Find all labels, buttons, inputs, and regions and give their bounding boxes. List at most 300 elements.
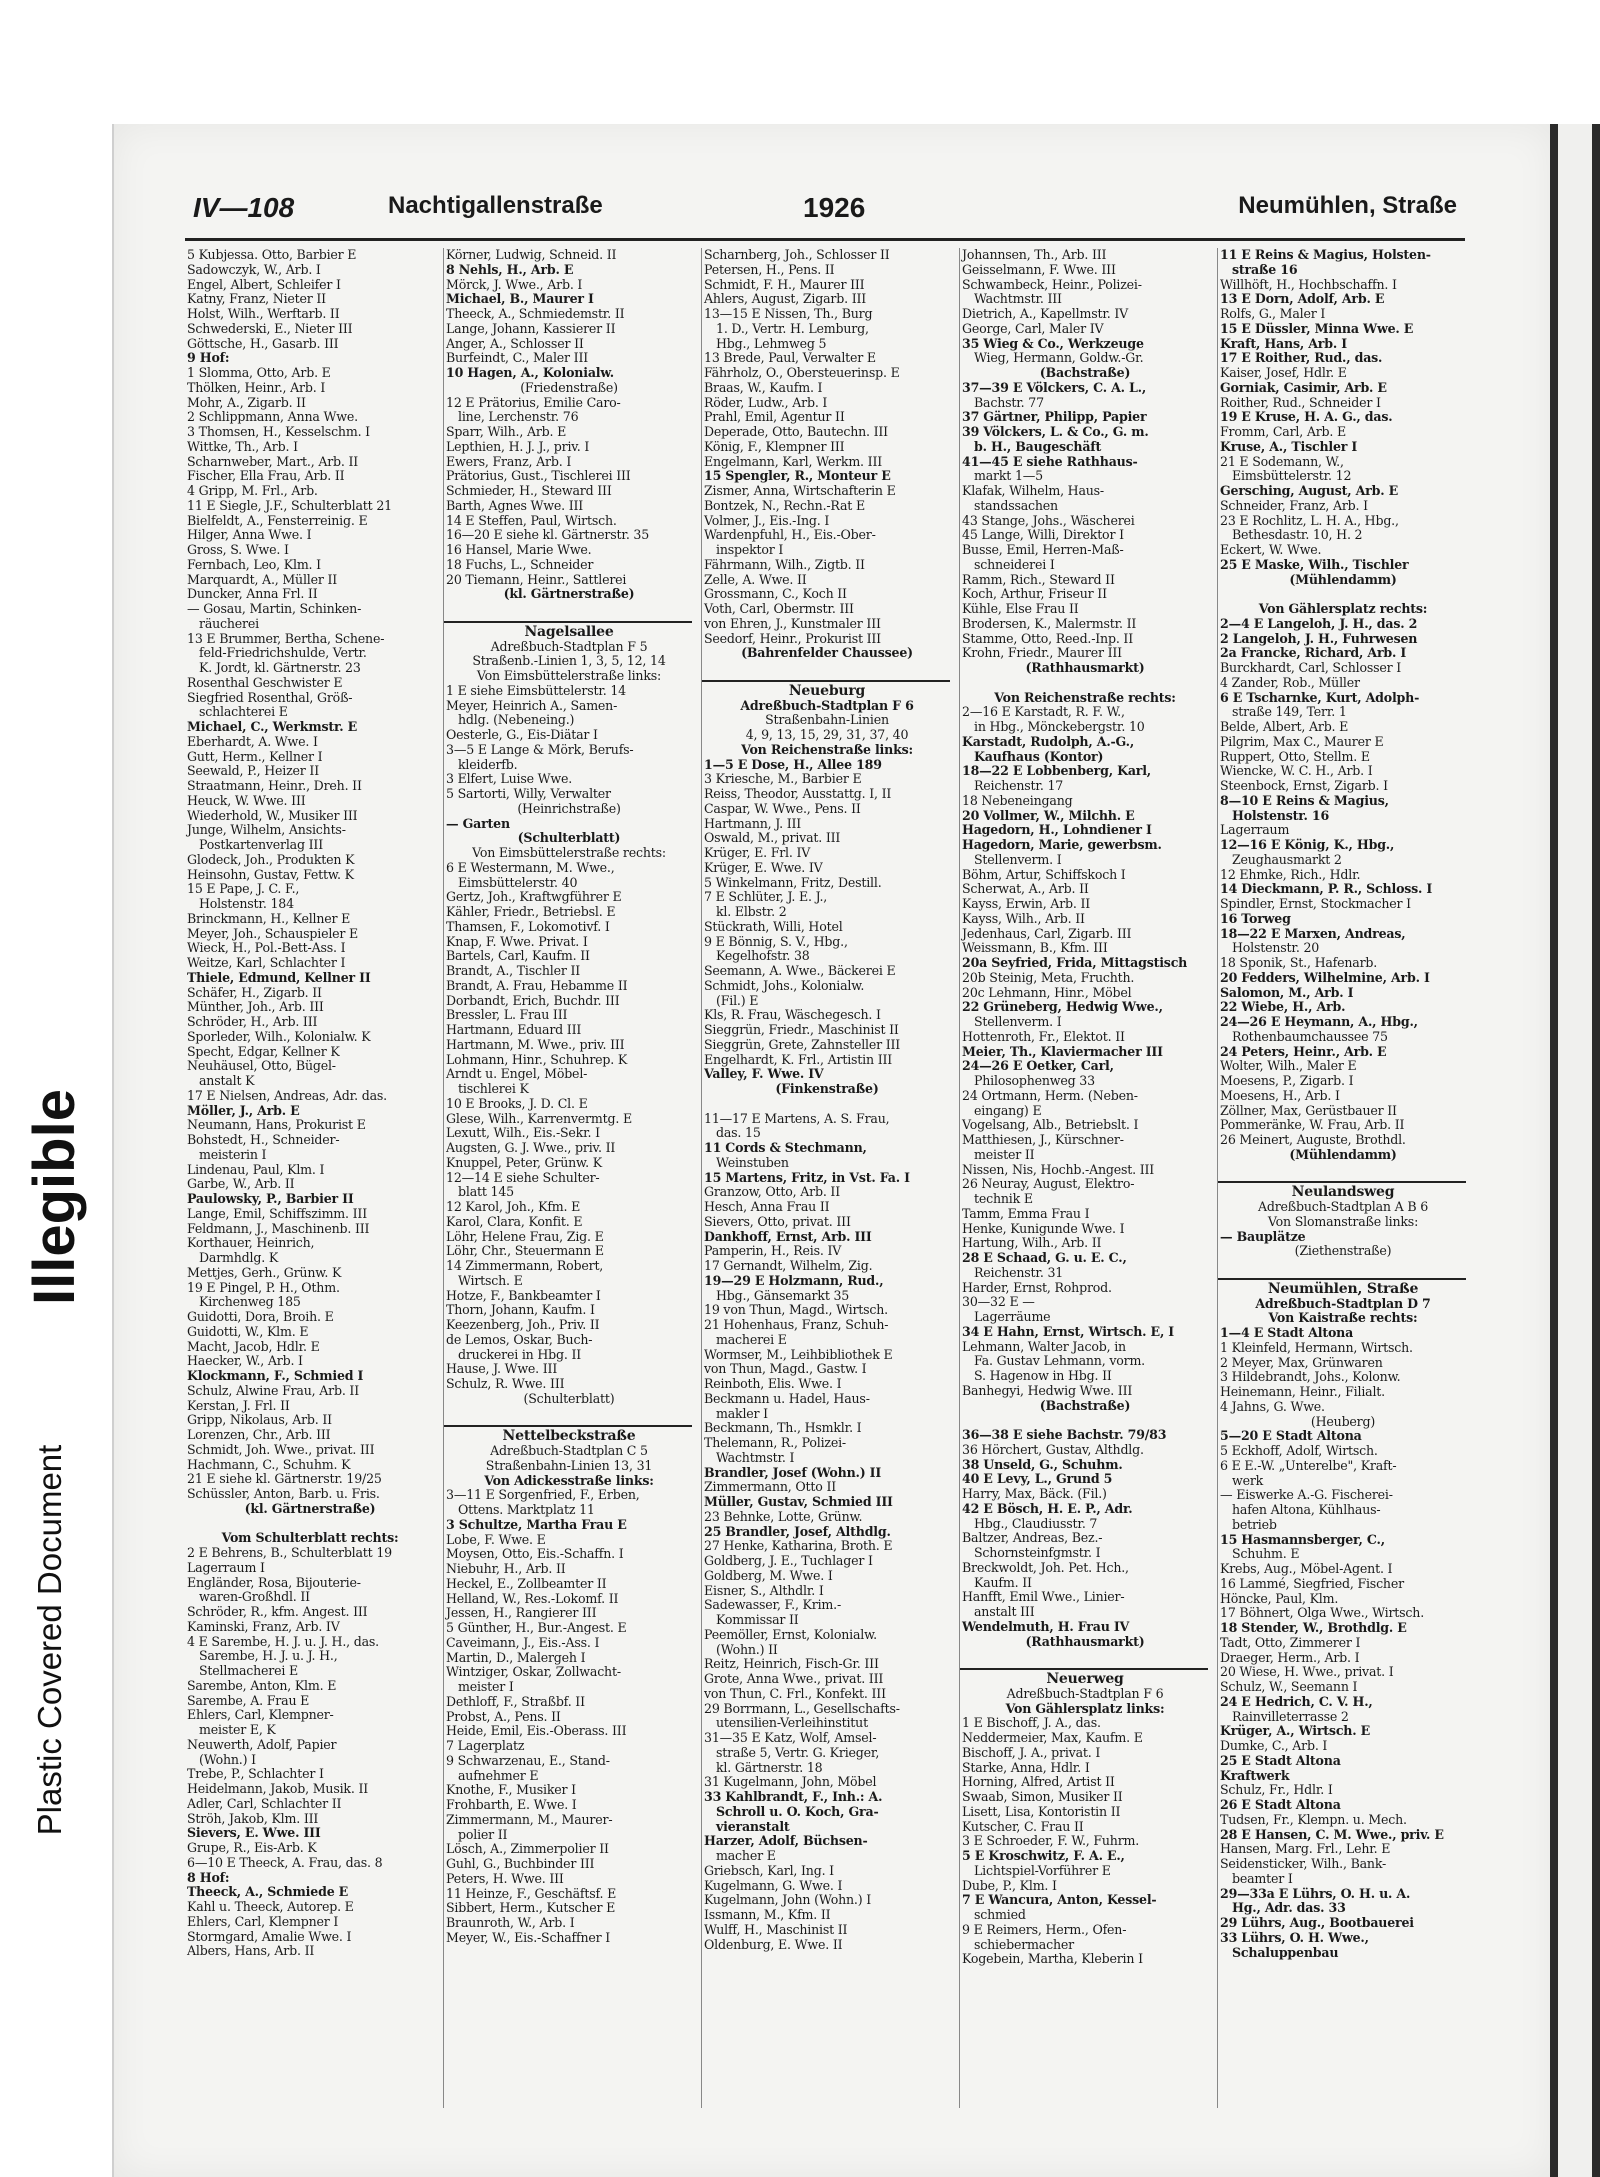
directory-entry: Petersen, H., Pens. II bbox=[704, 262, 835, 277]
directory-entry: Schroll u. O. Koch, Gra- bbox=[716, 1804, 879, 1819]
directory-entry: 29 Borrmann, L., Gesellschafts- bbox=[704, 1701, 900, 1716]
directory-entry: Fromm, Carl, Arb. E bbox=[1220, 425, 1347, 439]
directory-entry: von Ehren, J., Kunstmaler III bbox=[704, 616, 881, 631]
directory-entry: Glodeck, Joh., Produkten K bbox=[187, 852, 355, 867]
directory-entry: 19 von Thun, Magd., Wirtsch. bbox=[704, 1303, 888, 1318]
directory-entry: in Hbg., Mönckebergstr. 10 bbox=[974, 720, 1145, 734]
directory-entry: Scharnweber, Mart., Arb. II bbox=[187, 454, 359, 469]
directory-entry: Weissmann, B., Kfm. III bbox=[962, 941, 1108, 956]
directory-entry: Siegfried Rosenthal, Größ- bbox=[187, 690, 353, 705]
directory-entry: anstalt K bbox=[199, 1074, 255, 1088]
directory-entry: Vogelsang, Alb., Betriebslt. I bbox=[962, 1118, 1139, 1133]
directory-entry: 6 E Tscharnke, Kurt, Adolph- bbox=[1220, 690, 1420, 705]
directory-entry: 3—5 E Lange & Mörk, Berufs- bbox=[446, 742, 634, 757]
plastic-document-label: Plastic Covered Document bbox=[31, 1444, 68, 1836]
directory-entry: schmied bbox=[974, 1908, 1026, 1922]
directory-entry: 3 Hildebrandt, Johs., Kolonw. bbox=[1220, 1370, 1401, 1385]
directory-entry: Böhm, Artur, Schiffskoch I bbox=[962, 867, 1126, 882]
directory-entry: 25 Brandler, Josef, Althdlg. bbox=[704, 1524, 891, 1539]
directory-entry: Granzow, Otto, Arb. II bbox=[704, 1185, 840, 1200]
directory-entry: Schröder, H., Arb. III bbox=[187, 1015, 318, 1029]
directory-entry: 17 Böhnert, Olga Wwe., Wirtsch. bbox=[1220, 1606, 1425, 1621]
directory-entry: Reitz, Heinrich, Fisch-Gr. III bbox=[704, 1657, 879, 1672]
directory-entry: 18 Sponik, St., Hafenarb. bbox=[1220, 956, 1378, 970]
directory-entry: Neddermeier, Max, Kaufm. E bbox=[962, 1731, 1143, 1745]
directory-entry: Grupe, R., Eis-Arb. K bbox=[187, 1841, 317, 1855]
directory-entry: Kayss, Erwin, Arb. II bbox=[962, 897, 1091, 911]
directory-entry: Dube, P., Klm. I bbox=[962, 1878, 1057, 1893]
directory-entry: Ahlers, August, Zigarb. III bbox=[704, 292, 867, 307]
directory-entry: 8 Hof: bbox=[187, 1870, 230, 1885]
directory-entry: 1 Slomma, Otto, Arb. E bbox=[187, 366, 331, 380]
directory-entry: Wachtmstr. I bbox=[716, 1450, 795, 1465]
street-heading: Neuerweg bbox=[960, 1668, 1208, 1687]
directory-entry: 25 E Maske, Wilh., Tischler bbox=[1220, 557, 1409, 572]
directory-entry bbox=[960, 1413, 1208, 1428]
directory-entry: Sibbert, Herm., Kutscher E bbox=[446, 1901, 616, 1916]
directory-entry: Tadt, Otto, Zimmerer I bbox=[1220, 1635, 1361, 1650]
directory-entry: 4 Jahns, G. Wwe. bbox=[1220, 1399, 1325, 1414]
directory-entry: Rolfs, G., Maler I bbox=[1220, 307, 1326, 321]
directory-entry: (Ziethenstraße) bbox=[1294, 1244, 1392, 1259]
directory-entry: Höncke, Paul, Klm. bbox=[1220, 1591, 1339, 1606]
directory-entry: Willhöft, H., Hochbschaffn. I bbox=[1220, 277, 1397, 292]
directory-entry: Lagerraum I bbox=[187, 1560, 265, 1575]
directory-entry: — Eiswerke A.-G. Fischerei- bbox=[1220, 1488, 1393, 1503]
directory-entry: 26 E Stadt Altona bbox=[1220, 1798, 1341, 1812]
directory-entry: 35 Wieg & Co., Werkzeuge bbox=[962, 336, 1144, 351]
directory-entry: druckerei in Hbg. II bbox=[458, 1347, 582, 1362]
directory-entry: Lagerräume bbox=[974, 1310, 1051, 1324]
directory-entry: meister E, K bbox=[199, 1723, 276, 1737]
directory-entry: 3—11 E Sorgenfried, F., Erben, bbox=[446, 1488, 640, 1503]
directory-entry: Wiederhold, W., Musiker III bbox=[187, 808, 358, 823]
directory-entry: 31 Kugelmann, John, Möbel bbox=[704, 1775, 877, 1790]
directory-entry: Anger, A., Schlosser II bbox=[446, 336, 584, 351]
directory-entry: (Friedenstraße) bbox=[520, 380, 618, 395]
directory-entry: Prätorius, Gust., Tischlerei III bbox=[446, 469, 631, 484]
directory-entry: Wormser, M., Leihbibliothek E bbox=[704, 1347, 893, 1362]
directory-entry: Dietrich, A., Kapellmstr. IV bbox=[962, 307, 1129, 321]
directory-entry: Löhr, Chr., Steuermann E bbox=[446, 1244, 604, 1259]
directory-entry: Schwederski, E., Nieter III bbox=[187, 321, 353, 336]
directory-entry: 3 Schultze, Martha Frau E bbox=[446, 1517, 627, 1532]
directory-entry: Hilger, Anna Wwe. I bbox=[187, 528, 312, 543]
directory-entry: Gutt, Herm., Kellner I bbox=[187, 749, 323, 764]
directory-entry: Stückrath, Willi, Hotel bbox=[704, 919, 843, 934]
directory-entry: Breckwoldt, Joh. Pet. Hch., bbox=[962, 1560, 1129, 1575]
directory-entry: 41—45 E siehe Rathhaus- bbox=[962, 454, 1138, 469]
directory-entry: — Garten bbox=[446, 816, 510, 831]
directory-entry: 17 E Roither, Rud., das. bbox=[1220, 351, 1383, 366]
directory-entry: Fährmann, Wilh., Zigtb. II bbox=[704, 557, 865, 572]
directory-entry: Hottenroth, Fr., Elektot. II bbox=[962, 1029, 1125, 1044]
directory-entry: Zismer, Anna, Wirtschafterin E bbox=[704, 484, 896, 498]
directory-entry: 19 E Pingel, P. H., Othm. bbox=[187, 1280, 340, 1295]
directory-entry: Neuhäusel, Otto, Bügel- bbox=[187, 1059, 336, 1074]
directory-entry: markt 1—5 bbox=[974, 469, 1043, 484]
directory-entry: 9 E Reimers, Herm., Ofen- bbox=[962, 1922, 1127, 1937]
directory-entry: 12—16 E König, K., Hbg., bbox=[1220, 838, 1395, 852]
directory-entry: Goldberg, J. E., Tuchlager I bbox=[704, 1554, 873, 1568]
directory-entry: Engelhardt, K. Frl., Artistin III bbox=[704, 1052, 893, 1067]
directory-entry bbox=[960, 676, 1208, 691]
directory-entry: 10 E Brooks, J. D. Cl. E bbox=[446, 1096, 588, 1111]
directory-entry: Thölken, Heinr., Arb. I bbox=[187, 380, 326, 395]
directory-entry: eingang) E bbox=[974, 1103, 1042, 1118]
directory-entry: Sarembe, A. Frau E bbox=[187, 1693, 310, 1708]
directory-entry: 18 Stender, W., Brothdlg. E bbox=[1220, 1621, 1407, 1635]
directory-entry: (Mühlendamm) bbox=[1289, 572, 1397, 587]
directory-entry: Zeughausmarkt 2 bbox=[1232, 852, 1342, 867]
directory-entry: Von Reichenstraße rechts: bbox=[994, 690, 1176, 705]
directory-entry: 3 Thomsen, H., Kesselschm. I bbox=[187, 425, 370, 439]
directory-entry: Knap, F. Wwe. Privat. I bbox=[446, 934, 588, 949]
directory-entry: betrieb bbox=[1232, 1517, 1277, 1532]
directory-entry: Niebuhr, H., Arb. II bbox=[446, 1562, 566, 1576]
column-1 bbox=[185, 248, 433, 2108]
directory-entry: 11 E Siegle, J.F., Schulterblatt 21 bbox=[187, 498, 392, 513]
directory-entry: Krüger, E. Wwe. IV bbox=[704, 860, 823, 875]
directory-entry: Meyer, Heinrich A., Samen- bbox=[446, 698, 618, 713]
directory-entry: 37—39 E Völckers, C. A. L., bbox=[962, 380, 1147, 395]
directory-entry: Karol, Clara, Konfit. E bbox=[446, 1214, 583, 1229]
directory-entry: 24 Ortmann, Herm. (Neben- bbox=[962, 1088, 1138, 1103]
directory-entry: Oesterle, G., Eis-Diätar I bbox=[446, 728, 598, 742]
directory-entry: Lindenau, Paul, Klm. I bbox=[187, 1162, 325, 1177]
directory-entry: S. Hagenow in Hbg. II bbox=[974, 1369, 1112, 1383]
directory-entry: Probst, A., Pens. II bbox=[446, 1709, 561, 1724]
directory-entry: Schulz, Alwine Frau, Arb. II bbox=[187, 1383, 359, 1398]
directory-entry: Weinstuben bbox=[716, 1155, 789, 1170]
directory-entry: Brandler, Josef (Wohn.) II bbox=[704, 1465, 882, 1480]
side-labels bbox=[0, 0, 110, 2177]
directory-entry: Beckmann, Th., Hsmklr. I bbox=[704, 1421, 862, 1436]
directory-entry: 6 E Westermann, M. Wwe., bbox=[446, 860, 615, 875]
directory-entry: Steenbock, Ernst, Zigarb. I bbox=[1220, 779, 1388, 793]
directory-entry: 4, 9, 13, 15, 29, 31, 37, 40 bbox=[745, 728, 909, 742]
directory-entry: 1 E Bischoff, J. A., das. bbox=[962, 1716, 1101, 1731]
directory-entry: Schulz, W., Seemann I bbox=[1220, 1680, 1358, 1694]
directory-entry: Tudsen, Fr., Klempn. u. Mech. bbox=[1220, 1812, 1407, 1827]
directory-entry: Spindler, Ernst, Stockmacher I bbox=[1220, 897, 1411, 911]
directory-entry: 3 Kriesche, M., Barbier E bbox=[704, 772, 862, 787]
directory-entry: Theeck, A., Schmiede E bbox=[187, 1885, 349, 1900]
directory-entry: Griebsch, Karl, Ing. I bbox=[704, 1863, 834, 1878]
street-heading: Neueburg bbox=[702, 680, 950, 699]
directory-entry: Braunroth, W., Arb. I bbox=[446, 1916, 575, 1930]
directory-entry: Valley, F. Wwe. IV bbox=[704, 1067, 824, 1082]
directory-entry: Dorbandt, Erich, Buchdr. III bbox=[446, 993, 620, 1008]
directory-entry: Müller, Gustav, Schmied III bbox=[704, 1495, 893, 1509]
directory-entry: 6—10 E Theeck, A. Frau, das. 8 bbox=[187, 1855, 383, 1870]
directory-entry: Kogebein, Martha, Kleberin I bbox=[962, 1952, 1143, 1967]
directory-entry: Lehmann, Walter Jacob, in bbox=[962, 1339, 1126, 1354]
directory-entry: 8—10 E Reins & Magius, bbox=[1220, 793, 1389, 808]
directory-entry: 2—16 E Karstadt, R. F. W., bbox=[962, 705, 1125, 720]
directory-entry: Rosenthal Geschwister E bbox=[187, 675, 343, 690]
directory-entry: Belde, Albert, Arb. E bbox=[1220, 720, 1349, 734]
directory-entry: Oswald, M., privat. III bbox=[704, 831, 841, 846]
directory-entry: Grote, Anna Wwe., privat. III bbox=[704, 1672, 884, 1686]
directory-entry: Krohn, Friedr., Maurer III bbox=[962, 646, 1122, 661]
directory-entry: 15 Hasmannsberger, C., bbox=[1220, 1532, 1385, 1547]
directory-entry: Straßenbahn-Linien bbox=[765, 713, 889, 728]
directory-entry bbox=[1218, 1163, 1466, 1178]
directory-entry: 18 Nebeneingang bbox=[962, 793, 1073, 808]
directory-entry: Glese, Wilh., Karrenvermtg. E bbox=[446, 1111, 632, 1126]
directory-entry: Bontzek, N., Rechn.-Rat E bbox=[704, 498, 865, 513]
directory-entry: Voth, Carl, Obermstr. III bbox=[704, 602, 854, 616]
directory-entry: Straßenbahn-Linien 13, 31 bbox=[485, 1458, 653, 1473]
directory-entry: 1. D., Vertr. H. Lemburg, bbox=[716, 321, 869, 336]
directory-entry: Lichtspiel-Vorführer E bbox=[974, 1863, 1111, 1878]
directory-entry: Ehlers, Carl, Klempner- bbox=[187, 1708, 334, 1723]
street-heading: Neumühlen, Straße bbox=[1218, 1278, 1466, 1297]
directory-entry: Lange, Emil, Schiffszimm. III bbox=[187, 1206, 367, 1221]
directory-entry: Seemann, A. Wwe., Bäckerei E bbox=[704, 964, 896, 978]
directory-entry: Korthauer, Heinrich, bbox=[187, 1236, 315, 1251]
directory-entry: Kahl u. Theeck, Autorep. E bbox=[187, 1900, 354, 1914]
directory-entry: 39 Völckers, L. & Co., G. m. bbox=[962, 425, 1149, 439]
directory-entry: 21 Hohenhaus, Franz, Schuh- bbox=[704, 1318, 889, 1332]
directory-entry: 2 Meyer, Max, Grünwaren bbox=[1220, 1355, 1383, 1370]
directory-entry: Matthiesen, J., Kürschner- bbox=[962, 1133, 1124, 1147]
directory-entry: straße 16 bbox=[1232, 262, 1298, 277]
directory-entry: Goldberg, M. Wwe. I bbox=[704, 1568, 833, 1583]
directory-entry: Von Eimsbüttelerstraße links: bbox=[476, 669, 662, 683]
column-4 bbox=[959, 248, 1208, 2108]
directory-entry: 13 E Brummer, Bertha, Schene- bbox=[187, 631, 385, 646]
directory-entry: Schuhm. E bbox=[1232, 1547, 1300, 1562]
directory-entry: (Rathhausmarkt) bbox=[1025, 1634, 1145, 1649]
directory-entry: Bartels, Carl, Kaufm. II bbox=[446, 949, 590, 964]
directory-entry: (Bachstraße) bbox=[1039, 1398, 1131, 1413]
directory-entry: 2 E Behrens, B., Schulterblatt 19 bbox=[187, 1546, 392, 1560]
directory-entry: 25 E Stadt Altona bbox=[1220, 1753, 1341, 1768]
directory-entry: 26 Meinert, Auguste, Brothdl. bbox=[1220, 1133, 1406, 1147]
directory-entry: Reichenstr. 31 bbox=[974, 1265, 1064, 1280]
directory-entry: Adreßbuch-Stadtplan F 5 bbox=[490, 639, 648, 654]
directory-entry: Meyer, Joh., Schauspieler E bbox=[187, 926, 359, 941]
directory-entry: Kraft, Hans, Arb. I bbox=[1220, 336, 1347, 351]
directory-entry: Guidotti, W., Klm. E bbox=[187, 1324, 309, 1339]
directory-entry: 45 Lange, Willi, Direktor I bbox=[962, 528, 1124, 543]
directory-entry: Macht, Jacob, Hdlr. E bbox=[187, 1339, 320, 1354]
directory-entry: Lange, Johann, Kassierer II bbox=[446, 321, 616, 336]
directory-entry: 17 Gernandt, Wilhelm, Zig. bbox=[704, 1259, 873, 1273]
directory-entry: Neuwerth, Adolf, Papier bbox=[187, 1737, 337, 1752]
directory-entry: 28 E Schaad, G. u. E. C., bbox=[962, 1251, 1127, 1265]
directory-entry: 11—17 E Martens, A. S. Frau, bbox=[704, 1111, 890, 1126]
directory-entry: 11 Cords & Stechmann, bbox=[704, 1141, 867, 1155]
directory-entry: aufnehmer E bbox=[458, 1768, 539, 1783]
directory-entry: Stellmacherei E bbox=[199, 1664, 298, 1678]
directory-entry: Frohbarth, E. Wwe. I bbox=[446, 1798, 577, 1812]
directory-entry: Engländer, Rosa, Bijouterie- bbox=[187, 1575, 361, 1590]
directory-entry: kleiderfb. bbox=[458, 757, 518, 772]
directory-entry: 11 Heinze, F., Geschäftsf. E bbox=[446, 1886, 617, 1901]
directory-entry: Jedenhaus, Carl, Zigarb. III bbox=[962, 926, 1132, 941]
directory-entry: das. 15 bbox=[716, 1126, 761, 1141]
directory-entry: Hanfft, Emil Wwe., Linier- bbox=[962, 1590, 1125, 1605]
directory-entry: meister II bbox=[974, 1147, 1035, 1162]
directory-entry bbox=[444, 1407, 692, 1422]
directory-entry: (Schulterblatt) bbox=[523, 1391, 615, 1406]
directory-entry: Vom Schulterblatt rechts: bbox=[221, 1531, 399, 1546]
directory-entry: 17 E Nielsen, Andreas, Adr. das. bbox=[187, 1088, 387, 1103]
directory-entry: Adreßbuch-Stadtplan D 7 bbox=[1255, 1296, 1431, 1311]
directory-entry: Engel, Albert, Schleifer I bbox=[187, 277, 341, 292]
directory-entry: Sarembe, Anton, Klm. E bbox=[187, 1678, 337, 1693]
directory-entry: Karstadt, Rudolph, A.-G., bbox=[962, 734, 1135, 749]
directory-entry: Lagerraum bbox=[1220, 823, 1290, 838]
directory-entry: 20a Seyfried, Frida, Mittagstisch bbox=[962, 956, 1188, 970]
directory-entry: 2a Francke, Richard, Arb. I bbox=[1220, 646, 1407, 661]
directory-entry: Hg., Adr. das. 33 bbox=[1232, 1901, 1346, 1916]
directory-entry: Harder, Ernst, Rohprod. bbox=[962, 1280, 1112, 1295]
directory-entry: Göttsche, H., Gasarb. III bbox=[187, 336, 339, 351]
directory-entry: 7 E Schlüter, J. E. J., bbox=[704, 890, 828, 905]
directory-entry: Tamm, Emma Frau I bbox=[962, 1206, 1090, 1221]
directory-entry: meister I bbox=[458, 1680, 514, 1694]
directory-entry: 31—35 E Katz, Wolf, Amsel- bbox=[704, 1731, 877, 1745]
street-heading: Neulandsweg bbox=[1218, 1181, 1466, 1200]
directory-entry: 13—15 E Nissen, Th., Burg bbox=[704, 307, 873, 321]
directory-entry: straße 5, Vertr. G. Krieger, bbox=[716, 1745, 880, 1760]
street-heading: Nettelbeckstraße bbox=[444, 1425, 692, 1444]
directory-entry: Von Reichenstraße links: bbox=[741, 742, 913, 757]
directory-entry: Von Gählersplatz rechts: bbox=[1258, 602, 1428, 616]
directory-entry: Adreßbuch-Stadtplan C 5 bbox=[490, 1444, 648, 1458]
directory-entry: 30—32 E — bbox=[962, 1295, 1035, 1310]
directory-entry: Bachstr. 77 bbox=[974, 395, 1044, 410]
directory-entry: 14 Dieckmann, P. R., Schloss. I bbox=[1220, 882, 1433, 897]
directory-entry: 11 E Reins & Magius, Holsten- bbox=[1220, 248, 1431, 262]
directory-entry: Mohr, A., Zigarb. II bbox=[187, 395, 306, 410]
directory-entry: Garbe, W., Arb. II bbox=[187, 1177, 295, 1192]
directory-entry: Caspar, W. Wwe., Pens. II bbox=[704, 801, 861, 816]
directory-entry: Theeck, A., Schmiedemstr. II bbox=[446, 307, 625, 321]
directory-entry: Fa. Gustav Lehmann, vorm. bbox=[974, 1354, 1145, 1369]
directory-entry: Thelemann, R., Polizei- bbox=[704, 1436, 846, 1450]
directory-entry: Mörck, J. Wwe., Arb. I bbox=[446, 277, 583, 292]
directory-entry: schneiderei I bbox=[974, 557, 1055, 572]
directory-entry: Klockmann, F., Schmied I bbox=[187, 1369, 364, 1383]
directory-entry: Swaab, Simon, Musiker II bbox=[962, 1790, 1123, 1804]
directory-entry: Burckhardt, Carl, Schlosser I bbox=[1220, 661, 1402, 675]
directory-entry: Eckert, W. Wwe. bbox=[1220, 543, 1322, 557]
directory-entry: Koch, Arthur, Friseur II bbox=[962, 587, 1107, 602]
directory-entry: Issmann, M., Kfm. II bbox=[704, 1908, 831, 1922]
directory-entry: Wardenpfuhl, H., Eis.-Ober- bbox=[704, 528, 876, 543]
directory-entry: Volmer, J., Eis.-Ing. I bbox=[704, 513, 830, 528]
directory-entry: Nissen, Nis, Hochb.-Angest. III bbox=[962, 1162, 1155, 1177]
directory-entry: 22 Grüneberg, Hedwig Wwe., bbox=[962, 1000, 1163, 1015]
directory-entry: Grossmann, C., Koch II bbox=[704, 587, 847, 602]
directory-entry: 16—20 E siehe kl. Gärtnerstr. 35 bbox=[446, 528, 650, 543]
directory-entry: Wolter, Wilh., Maler E bbox=[1220, 1059, 1357, 1074]
directory-entry: Fischer, Ella Frau, Arb. II bbox=[187, 469, 345, 484]
directory-entry: Adler, Carl, Schlachter II bbox=[187, 1796, 342, 1811]
directory-entry: 20 Vollmer, W., Milchh. E bbox=[962, 808, 1135, 823]
directory-entry: (Schulterblatt) bbox=[517, 831, 621, 846]
directory-entry: Adreßbuch-Stadtplan F 6 bbox=[1006, 1686, 1164, 1701]
directory-entry: Mettjes, Gerh., Grünw. K bbox=[187, 1265, 342, 1280]
directory-entry: 8 Nehls, H., Arb. E bbox=[446, 262, 574, 277]
directory-entry: Horning, Alfred, Artist II bbox=[962, 1775, 1115, 1790]
directory-entry: Holstenstr. 16 bbox=[1232, 808, 1330, 823]
directory-entry: Lepthien, H. J. J., priv. I bbox=[446, 439, 590, 454]
directory-entry: 4 Zander, Rob., Müller bbox=[1220, 675, 1360, 690]
directory-entry: Sparr, Wilh., Arb. E bbox=[446, 425, 567, 439]
directory-entry: 12 Karol, Joh., Kfm. E bbox=[446, 1200, 581, 1214]
directory-entry: Heide, Emil, Eis.-Oberass. III bbox=[446, 1724, 627, 1739]
directory-entry: Gertz, Joh., Kraftwgführer E bbox=[446, 890, 622, 905]
directory-entry: 3 Elfert, Luise Wwe. bbox=[446, 772, 573, 787]
directory-entry: Postkartenverlag III bbox=[199, 838, 323, 852]
directory-entry: Kegelhofstr. 38 bbox=[716, 949, 810, 964]
directory-entry: 29—33a E Lührs, O. H. u. A. bbox=[1220, 1886, 1411, 1901]
directory-entry: Schüssler, Anton, Barb. u. Fris. bbox=[187, 1487, 380, 1501]
directory-entry: Kaminski, Franz, Arb. IV bbox=[187, 1619, 340, 1634]
directory-entry: Löhr, Helene Frau, Zig. E bbox=[446, 1229, 604, 1244]
directory-entry: Guhl, G., Buchbinder III bbox=[446, 1857, 595, 1871]
directory-entry: 9 Hof: bbox=[187, 351, 230, 366]
directory-entry: Kraftwerk bbox=[1220, 1768, 1290, 1783]
directory-entry: Moesens, H., Arb. I bbox=[1220, 1088, 1340, 1103]
directory-entry: 18 Fuchs, L., Schneider bbox=[446, 557, 594, 572]
directory-entry: Pilgrim, Max C., Maurer E bbox=[1220, 734, 1384, 749]
directory-entry: Barth, Agnes Wwe. III bbox=[446, 498, 584, 513]
directory-entry: Baltzer, Andreas, Bez.- bbox=[962, 1531, 1103, 1546]
directory-entry: Hartmann, J. III bbox=[704, 816, 802, 831]
directory-entry: Münther, Joh., Arb. III bbox=[187, 1000, 324, 1015]
directory-entry: Albers, Hans, Arb. II bbox=[187, 1944, 315, 1959]
directory-entry: Hagedorn, Marie, gewerbsm. bbox=[962, 838, 1162, 852]
directory-entry: 33 Lührs, O. H. Wwe., bbox=[1220, 1930, 1369, 1945]
directory-entry: Hesch, Anna Frau II bbox=[704, 1200, 830, 1214]
directory-entry: 7 E Wancura, Anton, Kessel- bbox=[962, 1893, 1157, 1908]
directory-entry: Specht, Edgar, Kellner K bbox=[187, 1044, 340, 1059]
directory-entry: Reichenstr. 17 bbox=[974, 779, 1064, 793]
directory-entry: Röder, Ludw., Arb. I bbox=[704, 395, 828, 410]
directory-entry: 26 Neuray, August, Elektro- bbox=[962, 1177, 1135, 1192]
directory-entry: Kaufm. II bbox=[974, 1575, 1032, 1590]
directory-entry: Neumann, Hans, Prokurist E bbox=[187, 1118, 366, 1133]
directory-entry: Schmidt, Johs., Kolonialw. bbox=[704, 978, 865, 993]
directory-entry: Wieck, H., Pol.-Bett-Ass. I bbox=[187, 941, 346, 956]
directory-entry: Kommissar II bbox=[716, 1613, 799, 1627]
directory-entry: Kaiser, Josef, Hdlr. E bbox=[1220, 366, 1347, 380]
directory-entry: Gross, S. Wwe. I bbox=[187, 543, 289, 557]
right-running-title: Neumühlen, Straße bbox=[1238, 192, 1457, 219]
directory-entry: Stamme, Otto, Reed.-Inp. II bbox=[962, 631, 1133, 646]
directory-entry: Wulff, H., Maschinist II bbox=[704, 1922, 848, 1937]
directory-entry: 38 Unseld, G., Schuhm. bbox=[962, 1457, 1123, 1472]
directory-entry: Junge, Wilhelm, Ansichts- bbox=[187, 823, 346, 838]
directory-entry: Rothenbaumchaussee 75 bbox=[1232, 1029, 1388, 1044]
directory-entry: Hause, J. Wwe. III bbox=[446, 1362, 558, 1377]
directory-entry: 2—4 E Langeloh, J. H., das. 2 bbox=[1220, 616, 1418, 631]
directory-entry: Stormgard, Amalie Wwe. I bbox=[187, 1929, 352, 1944]
directory-entry: Brandt, A., Tischler II bbox=[446, 964, 581, 978]
directory-entry: Dethloff, F., Straßbf. II bbox=[446, 1694, 585, 1709]
directory-entry: kl. Elbstr. 2 bbox=[716, 905, 787, 919]
directory-entry: 6 E E.-W. „Unterelbe", Kraft- bbox=[1220, 1458, 1397, 1473]
directory-entry: Moesens, P., Zigarb. I bbox=[1220, 1074, 1354, 1088]
directory-entry: Hartung, Wilh., Arb. II bbox=[962, 1236, 1102, 1251]
